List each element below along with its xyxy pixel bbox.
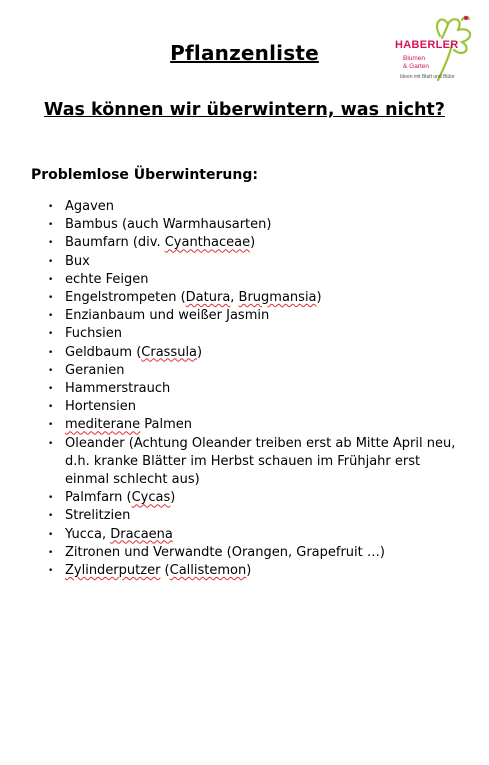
list-item [48, 507, 468, 525]
bullet-icon: • [48, 329, 54, 340]
bullet-icon: • [48, 347, 54, 358]
list-item-text: echte Feigen [65, 271, 149, 287]
list-item-text: Bambus (auch Warmhausarten) [65, 217, 272, 233]
logo-tagline: Ideen mit Blatt und Blüte [400, 74, 455, 80]
logo-line-1: Blumen [403, 55, 426, 62]
list-item-text: ) [170, 490, 176, 506]
bullet-icon: • [48, 547, 54, 558]
bullet-icon: • [48, 566, 54, 577]
list-item-text: Agaven [65, 199, 115, 214]
list-item-text: Hammerstrauch [65, 381, 171, 397]
list-item-text: Palmfarn ( [65, 490, 132, 506]
list-item [48, 289, 468, 307]
spellcheck-word: Datura [185, 290, 231, 306]
list-item [48, 344, 468, 362]
list-item [48, 416, 468, 434]
list-item [48, 198, 468, 216]
list-item [48, 216, 468, 234]
bullet-icon: • [48, 438, 54, 449]
list-item [48, 325, 468, 343]
list-item [48, 307, 468, 325]
logo-line-2: & Garten [403, 63, 430, 70]
list-item-text: Geldbaum ( [65, 344, 142, 360]
bullet-icon: • [48, 274, 54, 285]
logo-brand: HABERLER [395, 39, 459, 51]
list-item-text: ) [316, 290, 322, 306]
spellcheck-word: Zylinderputzer [65, 563, 161, 579]
bullet-icon: • [48, 311, 54, 322]
list-item [48, 526, 468, 544]
list-item-text: Strelitzien [65, 508, 131, 524]
list-item [48, 271, 468, 289]
section-heading: Problemlose Überwinterung: [31, 167, 258, 183]
bullet-icon: • [48, 202, 54, 212]
bullet-icon: • [48, 365, 54, 376]
list-item-text: Palmen [140, 417, 193, 433]
bullet-icon: • [48, 256, 54, 267]
bullet-icon: • [48, 238, 54, 249]
spellcheck-word: Dracaena [110, 526, 173, 542]
spellcheck-word: Cyanthaceae [164, 235, 251, 251]
list-item [48, 362, 468, 380]
list-item-text: Enzianbaum und weißer Jasmin [65, 308, 270, 324]
spellcheck-word: mediterane [65, 417, 141, 433]
list-item [48, 544, 468, 562]
bullet-icon: • [48, 420, 54, 431]
list-item-text: , [230, 290, 239, 306]
bullet-icon: • [48, 493, 54, 504]
list-item [48, 562, 468, 580]
list-item [48, 234, 468, 252]
list-item [48, 253, 468, 271]
list-item-text: Oleander (Achtung Oleander treiben erst ab Mitte April neu, d.h. kranke Blätter im Herbst schauen im Frühjahr erst einmal schlecht aus) [65, 435, 456, 488]
list-item-text: Yucca, [65, 526, 111, 542]
list-item-text: Zitronen und Verwandte (Orangen, Grapefruit …) [65, 544, 385, 560]
list-item-text: ) [250, 235, 256, 251]
plant-list [48, 198, 468, 580]
list-item [48, 380, 468, 398]
bullet-icon: • [48, 402, 54, 413]
spellcheck-word: Callistemon [169, 563, 247, 579]
bullet-icon: • [48, 384, 54, 395]
spellcheck-word: Crassula [141, 344, 198, 360]
page-title: Pflanzenliste [170, 41, 319, 65]
list-item-text: ) [246, 563, 252, 579]
list-item-text: Geranien [65, 362, 125, 378]
list-item-text: ( [160, 563, 170, 579]
bullet-icon: • [48, 529, 54, 540]
list-item-text: Hortensien [65, 399, 137, 415]
bullet-icon: • [48, 220, 54, 231]
bullet-icon: • [48, 293, 54, 304]
spellcheck-word: Brugmansia [238, 290, 317, 306]
list-item-text: Baumfarn (div. [65, 235, 165, 251]
list-item-text: Engelstrompeten ( [65, 290, 186, 306]
list-item [48, 435, 468, 490]
list-item-text: Fuchsien [65, 326, 123, 342]
list-item-text: Bux [65, 253, 90, 269]
bullet-icon: • [48, 511, 54, 522]
page-subtitle: Was können wir überwintern, was nicht? [44, 100, 445, 120]
spellcheck-word: Cycas [131, 490, 171, 506]
list-item-text: ) [197, 344, 203, 360]
list-item [48, 398, 468, 416]
haberler-logo [392, 14, 476, 88]
list-item [48, 489, 468, 507]
